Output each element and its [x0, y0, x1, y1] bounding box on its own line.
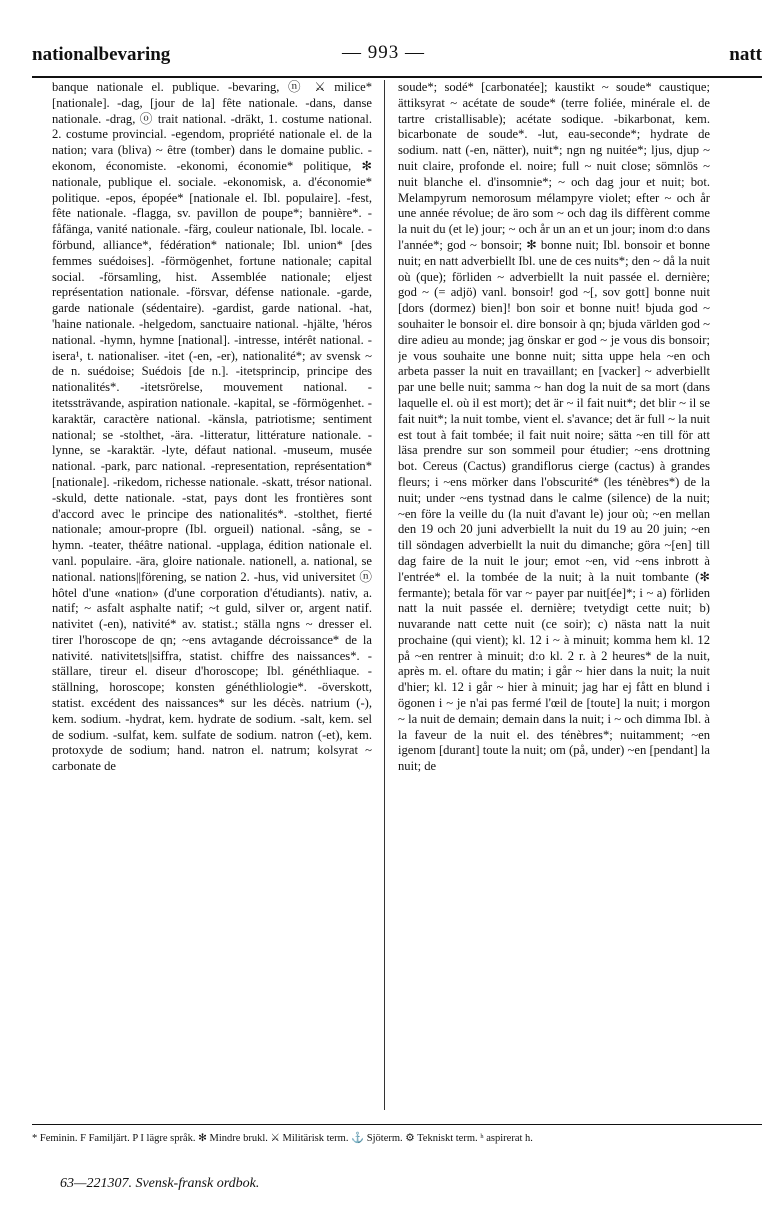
page-number: — 993 — [342, 42, 425, 63]
header-left-guide-word: nationalbevaring [32, 44, 171, 65]
column-divider [384, 80, 385, 1110]
left-column: banque nationale el. publique. -bevaring, ⓝ ⚔ milice* [nationale]. -dag, [jour de la] fête nationale. -dans, danse nationale. -drag, ⓞ trait national. -dräkt, 1. costume national. 2. costume provincial. -egendom, propriété nationale el. de la nation; vara (bliva) ~ être (tomber) dans le domaine public. -ekonom, économiste. -ekonomi, économie* politique, ✻ nationale, publique el. sociale. -ekonomisk, a. d'économie* politique. -epos, épopée* [nationale el. Ibl. populaire]. -fest, fête nationale. -flagga, sv. pavillon de poupe*; bannière*. -fåfänga, vanité nationale. -färg, couleur nationale, Ibl. locale. -förbund, alliance*, fédération* nationale; Ibl. union* [des femmes suédoises]. -förmögenhet, fortune nationale; capital social. -församling, hist. Assemblée nationale; eljest représentation nationale. -försvar, défense nationale. -garde, garde nationale (sédentaire). -gardist, garde national. -hat, 'haine nationale. -helgedom, sanctuaire national. -hjälte, 'héros national. -hymn, hymne [national]. -intresse, intérêt national. -isera¹, t. nationaliser. -itet (-en, -er), nationalité*; av svensk ~ de n. suédoise; Suédois [de n.]. -itetsprincip, principe des nationalités*. -itetsrörelse, mouvement national. -itetssträvande, aspiration nationale. -kapital, se -förmögenhet. -karaktär, caractère national. -känsla, patriotisme; sentiment national; se -stolthet, -ära. -litteratur, littérature nationale. -lynne, se -karaktär. -lyte, défaut national. -museum, musée national. -park, parc national. -representation, représentation* [nationale]. -rikedom, richesse nationale. -skatt, trésor national. -skuld, dette nationale. -stat, pays dont les frontières sont d'accord avec le principe des nationalités*. -stolthet, fierté nationale; amour-propre (Ibl. orgueil) national. -sång, se -hymn. -teater, théâtre national. -upplaga, édition nationale el. vanl. populaire. -ära, gloire nationale. nationell, a. national, se national. nations||förening, se nation 2. -hus, vid universitet ⓝ hôtel d'une «nation» (d'une corporation d'étudiants). nativ, a. natif; ~ asfalt asphalte natif; ~t guld, silver or, argent natif. nativitet (-en), nativité* av. statist.; ställa ngns ~ dresser el. tirer l'horoscope de qn; ~ens avtagande décroissance* de la nativité. nativitets||siffra, statist. chiffre des naissances*. -ställare, tireur el. diseur d'horoscope; Ibl. généthliaque. -ställning, horoscope; konsten généthliologie*. -överskott, statist. excédent des naissances* sur les décès. natrium (-), kem. sodium. -hydrat, kem. hydrate de sodium. -salt, kem. sel de sodium. -sulfat, kem. sulfate de sodium. natron (-et), kem. protoxyde de sodium; hand. natron el. natrum; kolsyrat ~ carbonate de [52, 80, 372, 774]
page-footer: 63—221307. Svensk-fransk ordbok. [60, 1176, 260, 1191]
abbreviation-footnote: * Feminin. F Familjärt. P I lägre språk. ✻ Mindre brukl. ⚔ Militärisk term. ⚓ Sjöterm. ⚙ Tekniskt term. ʰ aspirerat h. [32, 1124, 762, 1157]
header-right-guide-word: natt [729, 44, 762, 65]
page-header [32, 42, 762, 78]
dictionary-columns [52, 80, 756, 1110]
right-column: soude*; sodé* [carbonatée]; kaustikt ~ soude* caustique; ättiksyrat ~ acétate de soude* (terre foliée, minérale el. de tartre cristallisable); acétate sodique. -bikarbonat, kem. bicarbonate de soude*. -lut, eau-seconde*; hydrate de sodium. natt (-en, nätter), nuit*; ngn ng nuitée*; ljus, djup ~ nuit claire, profonde el. noire; full ~ nuit close; sömnlös ~ nuit blanche el. d'insomnie*; ~ och dag jour et nuit; bot. Melampyrum nemorosum mélampyre violet; efter ~ och år une année révolue; de äro som ~ och dag ils diffèrent comme la nuit du (et le) jour; ~ och år un an et un jour; inom d:o dans l'année*; god ~ bonsoir; ✻ bonne nuit; Ibl. bonsoir et bonne nuit; en natt adverbiellt Ibl. une de ces nuits*; den ~ då la nuit où (que); förliden ~ adverbiellt la nuit passée el. dernière; god ~ (= adjö) vanl. bonsoir! god ~[, sov gott] bonne nuit [dors (dormez) bien]! bon soir et bonne nuit! bjuda god ~ souhaiter le bonsoir el. dire bonsoir à qn; bjuda världen god ~ dire adieu au monde; jag önskar er god ~ je vous dis bonsoir; je vous souhaite une bonne nuit; sitta uppe hela ~en och arbeta passer la nuit en travaillant; en [vacker] ~ adverbiellt par une belle nuit; samma ~ han dog la nuit de sa mort (dans laquelle el. où il est mort); det är ~ il fait nuit*; det blir ~ il se fait nuit*; la nuit tombe, vient el. s'avance; det är full ~ la nuit est tout à fait tombée; il fait nuit noire; sätta ~en till för att läsa prendre sur son sommeil pour étudier; ~ens drottning bot. Cereus (Cactus) grandiflorus cierge (cactus) à grandes fleurs; i ~ens mörker dans l'obscurité* (les ténèbres*) de la nuit; under ~ens tystnad dans le calme (silence) de la nuit; ~en före la veille du (la nuit d'avant le) jour où; ~en mellan den 19 och 20 juni adverbiellt la nuit du 19 au 20 juin; ~en till söndagen adverbiellt la nuit du dimanche; göra ~[en] till dag faire de la nuit le jour; emot ~en, vid ~ens inbrott à l'entrée* el. la tombée de la nuit; à la nuit tombante (✻ fermante); betala för var ~ payer par nuit[ée]*; i ~ a) förliden natt la nuit passée el. dernière; tvetydigt cette nuit; b) nuvarande natt cette nuit (ce soir); c) nästa natt la nuit prochaine (qui vient); kl. 12 i ~ à minuit; komma hem kl. 12 på ~en rentrer à minuit; d:o kl. 2 r. à 2 heures* de la nuit, après m. el. oftare du matin; i går ~ hier dans la nuit; la nuit d'hier; kl. 12 i går ~ hier à minuit; jag har ej fått en blund i ögonen i ~ je n'ai pas fermé l'œil de [toute] la nuit; i morgon ~ la nuit de demain; demain dans la nuit; i ~ och dimma Ibl. à la faveur de la nuit el. des ténèbres*; nuitamment; ~en igenom [durant] toute la nuit; om (på, under) ~en [pendant] la nuit; de [398, 80, 710, 774]
